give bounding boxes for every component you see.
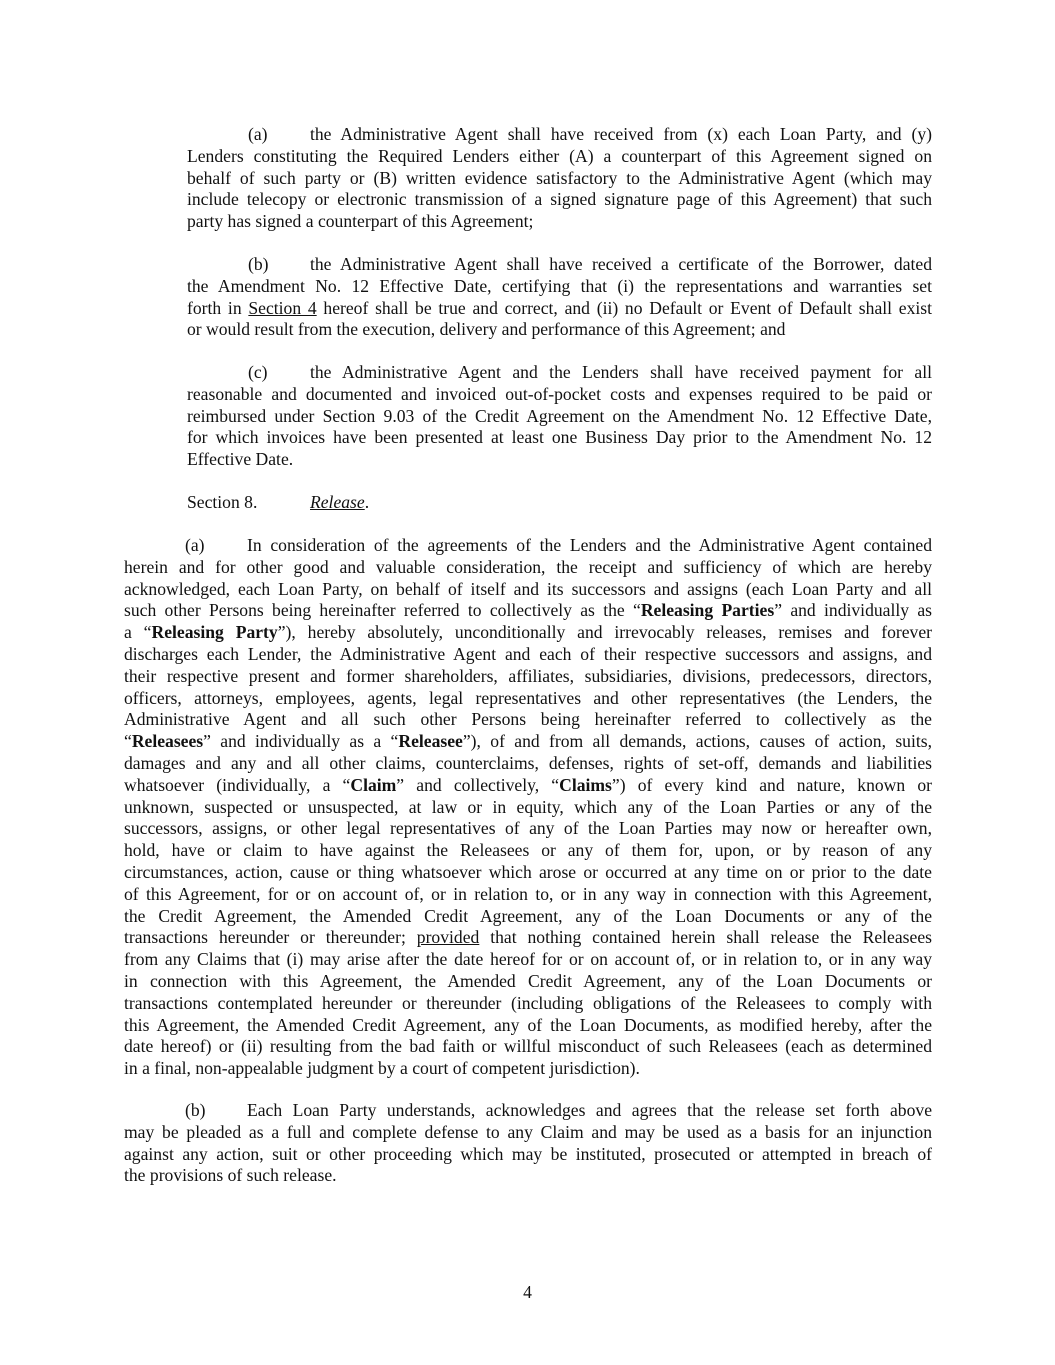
- page-number: 4: [523, 1282, 532, 1302]
- clause-label: (a): [185, 535, 205, 555]
- defined-term: Releasees: [131, 731, 204, 752]
- clause-b-certificate: (b) the Administrative Agent shall have received a certificate of the Borrower, dated the Amendment No. 12 Effective Date, certifying that (i) the representations and warranties set forth in Section 4 hereof shall be true and correct, and (ii) no Default or Event of Default shall exist or would result from the execution, delivery and performance of this Agreement; and: [187, 254, 932, 340]
- clause-label: (b): [185, 1100, 206, 1120]
- release-clause-a: (a) In consideration of the agreements of the Lenders and the Administrative Agent contained herein and for other good and valuable consideration, the receipt and sufficiency of which are hereby acknowledged, each Loan Party, on behalf of itself and its successors and assigns (each Loan Party and all such other Persons being hereinafter referred to collectively as the “Releasing Parties” and individually as a “Releasing Party”), hereby absolutely, unconditionally and irrevocably releases, remises and forever discharges each Lender, the Administrative Agent and each of their respective successors and assigns, and their respective present and former shareholders, affiliates, subsidiaries, divisions, predecessors, directors, officers, attorneys, employees, agents, legal representatives and other representatives (the Lenders, the Administrative Agent and all such other Persons being hereinafter referred to collectively as the “Releasees” and individually as a “Releasee”), of and from all demands, actions, causes of action, suits, damages and any and all other claims, counterclaims, defenses, rights of set-off, demands and liabilities whatsoever (individually, a “Claim” and collectively, “Claims”) of every kind and nature, known or unknown, suspected or unsuspected, at law or in equity, which any of the Loan Parties or any of the successors, assigns, or other legal representatives of any of the Loan Parties may now or hereafter own, hold, have or claim to have against the Releasees or any of them for, upon, or by reason of any circumstances, action, cause or thing whatsoever which arose or occurred at any time on or prior to the date of this Agreement, for or on account of, or in relation to, or in any way in connection with this Agreement, the Credit Agreement, the Amended Credit Agreement, any of the Loan Documents or any of the transactions hereunder or thereunder; provided that nothing contained herein shall release the Releasees from any Claims that (i) may arise after the date hereof for or on account of, or in relation to, or in any way in connection with this Agreement, the Amended Credit Agreement, any of the Loan Documents or transactions contemplated hereunder or thereunder (including obligations of the Releasees to comply with this Agreement, the Amended Credit Agreement, any of the Loan Documents, as modified hereby, after the date hereof) or (ii) resulting from the bad faith or willful misconduct of such Releasees (each as determined in a final, non-appealable judgment by a court of competent jurisdiction).: [124, 535, 933, 1079]
- section-4-reference: Section 4: [248, 297, 317, 318]
- clause-label: (b): [248, 254, 269, 274]
- clause-c-payment: (c) the Administrative Agent and the Lenders shall have received payment for all reasonable and documented and invoiced out-of-pocket costs and expenses required to be paid or reimbursed under Section 9.03 of the Credit Agreement on the Amendment No. 12 Effective Date, for which invoices have been presented at least one Business Day prior to the Amendment No. 12 Effective Date.: [187, 362, 932, 470]
- clause-label: (a): [248, 124, 268, 144]
- section-title: Release: [310, 492, 365, 512]
- defined-term: Claim: [350, 774, 397, 795]
- defined-term: Releasing Party: [151, 622, 278, 643]
- defined-term: Releasing Parties: [640, 600, 775, 621]
- clause-label: (c): [248, 362, 268, 382]
- provided-term: provided: [416, 927, 480, 948]
- defined-term: Claims: [559, 774, 612, 795]
- section-number: Section 8.: [187, 492, 258, 512]
- release-clause-b: (b) Each Loan Party understands, acknowledges and agrees that the release set forth above may be pleaded as a full and complete defense to any Claim and may be used as a basis for an injunction against any action, suit or other proceeding which may be instituted, prosecuted or attempted in breach of the provisions of such release.: [124, 1100, 932, 1186]
- clause-a-counterparts: (a) the Administrative Agent shall have received from (x) each Loan Party, and (y) Lenders constituting the Required Lenders either (A) a counterpart of this Agreement signed on behalf of such party or (B) written evidence satisfactory to the Administrative Agent (which may include telecopy or electronic transmission of a signed signature page of this Agreement) that such party has signed a counterpart of this Agreement;: [187, 124, 932, 232]
- defined-term: Releasee: [398, 731, 463, 752]
- section-8-heading: Section 8. Release.: [187, 492, 370, 512]
